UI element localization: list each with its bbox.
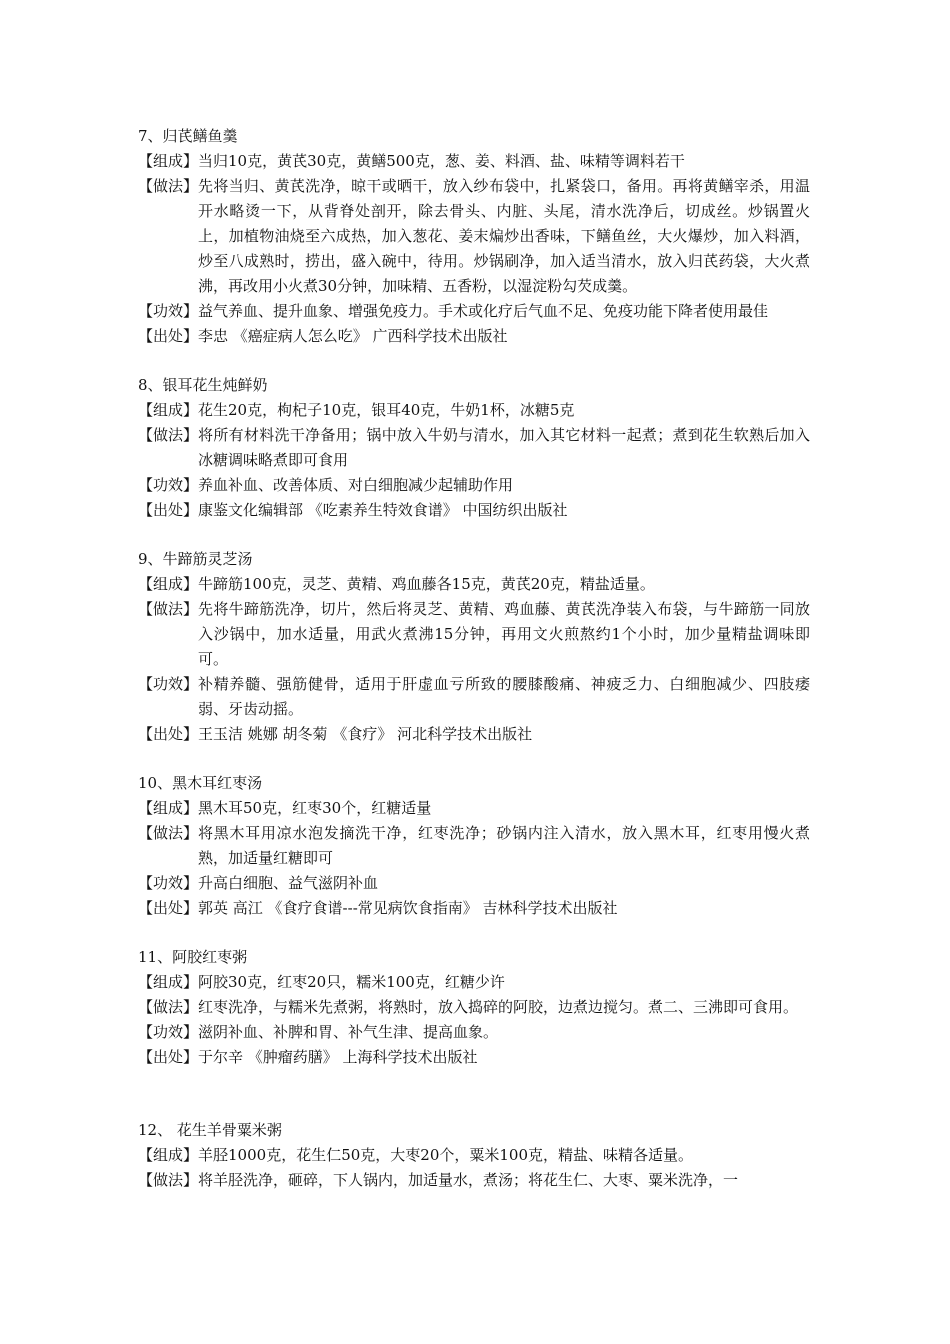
- recipe-composition: [138, 796, 810, 821]
- recipe-method: [138, 597, 810, 672]
- field-text: 养血补血、改善体质、对白细胞减少起辅助作用: [198, 476, 514, 494]
- recipe-list: [138, 124, 810, 1217]
- recipe-method: [138, 423, 810, 473]
- recipe-source: [138, 498, 810, 523]
- field-label: 【组成】: [138, 799, 199, 817]
- recipe-method: [138, 995, 810, 1020]
- field-text: 当归10克，黄芪30克，黄鳝500克，葱、姜、料酒、盐、味精等调料若干: [198, 152, 685, 170]
- recipe-title: 7、归芪鳝鱼羹: [138, 127, 238, 145]
- recipe-7: [138, 124, 810, 349]
- field-text: 先将当归、黄芪洗净，晾干或晒干，放入纱布袋中，扎紧袋口，备用。再将黄鳝宰杀，用温开水略烫一下，从背脊处剖开，除去骨头、内脏、头尾，清水洗净后，切成丝。炒锅置火上，加植物油烧至六成热，加入葱花、姜末煸炒出香味，下鳝鱼丝，大火爆炒，加入料酒，炒至八成熟时，捞出，盛入碗中，待用。炒锅刷净，加入适当清水，放入归芪药袋，大火煮沸，再改用小火煮30分钟，加味精、五香粉，以湿淀粉勾芡成羹。: [198, 177, 810, 295]
- recipe-method: [138, 1168, 810, 1193]
- field-label: 【出处】: [138, 501, 199, 519]
- recipe-source: [138, 324, 810, 349]
- field-text: 花生20克，枸杞子10克，银耳40克，牛奶1杯，冰糖5克: [198, 401, 575, 419]
- recipe-composition: [138, 572, 810, 597]
- field-label: 【做法】: [138, 426, 199, 444]
- recipe-source: [138, 722, 810, 747]
- recipe-source: [138, 896, 810, 921]
- recipe-title: 10、黑木耳红枣汤: [138, 774, 263, 792]
- recipe-9: [138, 547, 810, 747]
- field-label: 【功效】: [138, 874, 199, 892]
- recipe-composition: [138, 149, 810, 174]
- field-text: 益气养血、提升血象、增强免疫力。手术或化疗后气血不足、免疫功能下降者使用最佳: [198, 302, 769, 320]
- field-text: 升高白细胞、益气滋阴补血: [198, 874, 379, 892]
- recipe-effect: [138, 299, 810, 324]
- field-text: 郭英 高江 《食疗食谱---常见病饮食指南》 吉林科学技术出版社: [198, 899, 618, 917]
- field-label: 【功效】: [138, 476, 199, 494]
- field-label: 【组成】: [138, 152, 199, 170]
- field-label: 【做法】: [138, 177, 199, 195]
- field-label: 【出处】: [138, 899, 199, 917]
- field-label: 【组成】: [138, 401, 199, 419]
- field-label: 【组成】: [138, 575, 199, 593]
- recipe-11: [138, 945, 810, 1070]
- field-text: 黑木耳50克，红枣30个，红糖适量: [198, 799, 432, 817]
- recipe-effect: [138, 473, 810, 498]
- field-text: 李忠 《癌症病人怎么吃》 广西科学技术出版社: [198, 327, 508, 345]
- recipe-title: 11、阿胶红枣粥: [138, 948, 248, 966]
- field-text: 康鉴文化编辑部 《吃素养生特效食谱》 中国纺织出版社: [198, 501, 568, 519]
- field-label: 【出处】: [138, 725, 199, 743]
- recipe-effect: [138, 1020, 810, 1045]
- field-text: 将所有材料洗干净备用；锅中放入牛奶与清水，加入其它材料一起煮；煮到花生软熟后加入冰糖调味略煮即可食用: [198, 426, 810, 469]
- recipe-title: 8、银耳花生炖鲜奶: [138, 376, 268, 394]
- field-label: 【做法】: [138, 600, 199, 618]
- field-text: 将黑木耳用凉水泡发摘洗干净，红枣洗净；砂锅内注入清水，放入黑木耳，红枣用慢火煮熟，加适量红糖即可: [198, 824, 810, 867]
- recipe-effect: [138, 672, 810, 722]
- recipe-composition: [138, 1143, 810, 1168]
- recipe-composition: [138, 398, 810, 423]
- field-text: 牛蹄筋100克，灵芝、黄精、鸡血藤各15克，黄芪20克，精盐适量。: [198, 575, 655, 593]
- field-label: 【做法】: [138, 998, 199, 1016]
- recipe-title: 9、牛蹄筋灵芝汤: [138, 550, 253, 568]
- field-label: 【出处】: [138, 1048, 199, 1066]
- field-label: 【出处】: [138, 327, 199, 345]
- field-text: 先将牛蹄筋洗净，切片，然后将灵芝、黄精、鸡血藤、黄芪洗净装入布袋，与牛蹄筋一同放入沙锅中，加水适量，用武火煮沸15分钟，再用文火煎熬约1个小时，加少量精盐调味即可。: [198, 600, 810, 668]
- field-label: 【做法】: [138, 1171, 199, 1189]
- field-label: 【功效】: [138, 302, 199, 320]
- recipe-10: [138, 771, 810, 921]
- field-text: 于尔辛 《肿瘤药膳》 上海科学技术出版社: [198, 1048, 478, 1066]
- recipe-composition: [138, 970, 810, 995]
- field-text: 红枣洗净，与糯米先煮粥，将熟时，放入捣碎的阿胶，边煮边搅匀。煮二、三沸即可食用。: [198, 998, 799, 1016]
- field-text: 羊胫1000克，花生仁50克，大枣20个，粟米100克，精盐、味精各适量。: [198, 1146, 693, 1164]
- field-text: 将羊胫洗净，砸碎，下人锅内，加适量水，煮汤；将花生仁、大枣、粟米洗净，一: [198, 1171, 739, 1189]
- field-label: 【组成】: [138, 973, 199, 991]
- recipe-8: [138, 373, 810, 523]
- field-label: 【功效】: [138, 675, 199, 693]
- recipe-title: 12、 花生羊骨粟米粥: [138, 1121, 282, 1139]
- recipe-effect: [138, 871, 810, 896]
- recipe-source: [138, 1045, 810, 1070]
- recipe-method: [138, 174, 810, 299]
- field-text: 滋阴补血、补脾和胃、补气生津、提高血象。: [198, 1023, 499, 1041]
- field-text: 补精养髓、强筋健骨，适用于肝虚血亏所致的腰膝酸痛、神疲乏力、白细胞减少、四肢痿弱、牙齿动摇。: [198, 675, 810, 718]
- field-label: 【组成】: [138, 1146, 199, 1164]
- field-label: 【功效】: [138, 1023, 199, 1041]
- field-label: 【做法】: [138, 824, 199, 842]
- recipe-12: [138, 1118, 810, 1193]
- field-text: 阿胶30克，红枣20只，糯米100克，红糖少许: [198, 973, 505, 991]
- recipe-method: [138, 821, 810, 871]
- field-text: 王玉洁 姚娜 胡冬菊 《食疗》 河北科学技术出版社: [198, 725, 533, 743]
